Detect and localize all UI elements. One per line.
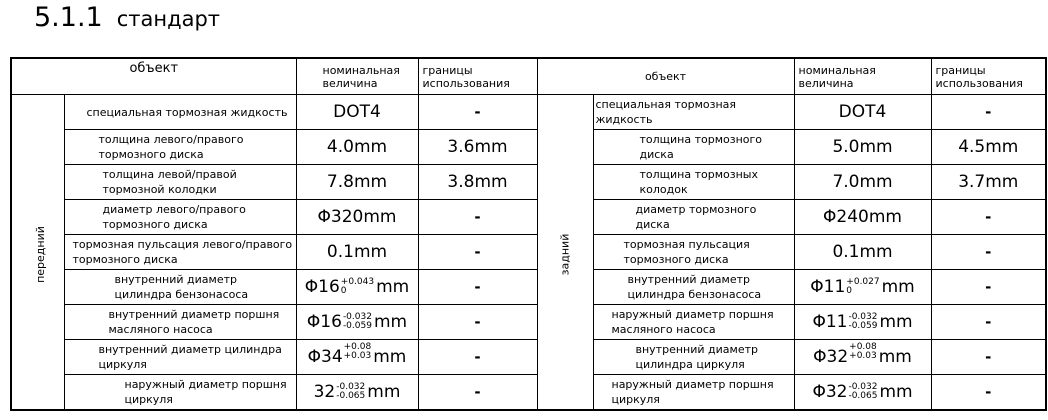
section-number: 5.1.1: [34, 2, 103, 33]
value-base: Φ16: [304, 277, 340, 297]
rear-parameter-name: диаметр тормозного диска: [593, 200, 794, 235]
header-nominal-front: номинальная величина: [296, 58, 418, 95]
rear-limit-value: -: [931, 305, 1046, 340]
tolerance-lower: 0: [846, 286, 853, 296]
rear-limit-value: 4.5mm: [931, 130, 1046, 165]
table-row: [11, 375, 1046, 411]
tolerance-upper: -0.032: [342, 312, 372, 322]
front-nominal-value: 7.8mm: [296, 165, 418, 200]
table-row: [11, 165, 1046, 200]
rear-parameter-name: толщина тормозных колодок: [593, 165, 794, 200]
value-base: Φ34: [307, 347, 343, 367]
table-row: [11, 235, 1046, 270]
rear-parameter-name: толщина тормозного диска: [593, 130, 794, 165]
tolerance-upper: -0.032: [848, 382, 878, 392]
table-row: [11, 95, 1046, 130]
front-parameter-name: тормозная пульсация левого/правого тормозного диска: [64, 235, 296, 270]
table-row: [11, 130, 1046, 165]
rear-parameter-name: наружный диаметр поршня циркуля: [593, 375, 794, 411]
front-side-label: передний: [33, 225, 47, 283]
value-unit: mm: [373, 347, 407, 367]
rear-nominal-value: [794, 270, 931, 305]
value-base: Φ32: [812, 382, 848, 402]
table-row: [11, 305, 1046, 340]
value-base: Φ11: [812, 312, 848, 332]
front-nominal-value: 4.0mm: [296, 130, 418, 165]
rear-parameter-name: внутренний диаметр цилиндра бензонасоса: [593, 270, 794, 305]
rear-limit-value: -: [931, 375, 1046, 411]
section-heading: [34, 2, 220, 38]
tolerance: [341, 278, 374, 296]
front-limit-value: -: [418, 340, 537, 375]
header-limits-rear: границы использования: [931, 58, 1046, 95]
header-object-front: объект: [11, 58, 296, 95]
tolerance-upper: +0.027: [846, 277, 880, 287]
tolerance-lower: +0.03: [343, 351, 372, 361]
front-nominal-value: [296, 375, 418, 411]
value-base: 32: [313, 382, 336, 402]
front-limit-value: -: [418, 305, 537, 340]
front-limit-value: 3.8mm: [418, 165, 537, 200]
rear-limit-value: 3.7mm: [931, 165, 1046, 200]
tolerance: [849, 343, 877, 361]
front-limit-value: 3.6mm: [418, 130, 537, 165]
value-unit: mm: [879, 382, 913, 402]
header-limits-front: границы использования: [418, 58, 537, 95]
tolerance-upper: -0.032: [336, 382, 366, 392]
tolerance-lower: -0.065: [848, 391, 878, 401]
value-unit: mm: [367, 382, 401, 402]
value-unit: mm: [881, 277, 915, 297]
rear-parameter-name: тормозная пульсация тормозного диска: [593, 235, 794, 270]
rear-nominal-value: [794, 340, 931, 375]
front-nominal-value: [296, 305, 418, 340]
tolerance-lower: -0.065: [336, 391, 366, 401]
front-limit-value: -: [418, 375, 537, 411]
front-nominal-value: 0.1mm: [296, 235, 418, 270]
front-parameter-name: внутренний диаметр цилиндра бензонасоса: [64, 270, 296, 305]
rear-nominal-value: 0.1mm: [794, 235, 931, 270]
rear-nominal-value: DOT4: [794, 95, 931, 130]
front-parameter-name: внутренний диаметр поршня масляного насоса: [64, 305, 296, 340]
value-unit: mm: [878, 347, 912, 367]
front-side-label-cell: [11, 95, 64, 411]
front-nominal-value: DOT4: [296, 95, 418, 130]
section-title: стандарт: [116, 7, 221, 31]
rear-limit-value: -: [931, 270, 1046, 305]
table-header-row: [11, 58, 1046, 95]
header-nominal-rear: номинальная величина: [794, 58, 931, 95]
tolerance-upper: +0.043: [340, 277, 375, 287]
front-nominal-value: [296, 270, 418, 305]
front-parameter-name: толщина левой/правой тормозной колодки: [64, 165, 296, 200]
rear-side-label: задний: [558, 233, 572, 275]
rear-parameter-name: специальная тормозная жидкость: [593, 95, 794, 130]
value-base: Φ11: [810, 277, 846, 297]
rear-nominal-value: Φ240mm: [794, 200, 931, 235]
tolerance-upper: +0.08: [343, 342, 372, 352]
table-row: [11, 270, 1046, 305]
tolerance: [848, 313, 877, 331]
value-base: Φ16: [306, 312, 342, 332]
tolerance: [344, 343, 372, 361]
tolerance-lower: +0.03: [849, 351, 877, 361]
rear-limit-value: -: [931, 235, 1046, 270]
front-parameter-name: внутренний диаметр цилиндра циркуля: [64, 340, 296, 375]
front-limit-value: -: [418, 200, 537, 235]
rear-nominal-value: [794, 375, 931, 411]
tolerance: [343, 313, 372, 331]
tolerance-lower: -0.059: [342, 321, 372, 331]
rear-side-label-cell: [537, 95, 593, 411]
tolerance: [846, 278, 879, 296]
front-nominal-value: [296, 340, 418, 375]
table-row: [11, 340, 1046, 375]
value-unit: mm: [376, 277, 410, 297]
tolerance-upper: -0.032: [848, 312, 878, 322]
rear-limit-value: -: [931, 200, 1046, 235]
rear-parameter-name: внутренний диаметр цилиндра циркуля: [593, 340, 794, 375]
rear-nominal-value: 7.0mm: [794, 165, 931, 200]
tolerance-upper: +0.08: [849, 342, 877, 352]
rear-limit-value: -: [931, 340, 1046, 375]
tolerance: [336, 383, 365, 401]
rear-nominal-value: [794, 305, 931, 340]
brake-spec-table: [10, 57, 1047, 411]
rear-parameter-name: наружный диаметр поршня масляного насоса: [593, 305, 794, 340]
header-object-rear: объект: [537, 58, 794, 95]
value-unit: mm: [373, 312, 408, 332]
tolerance-lower: -0.059: [848, 321, 878, 331]
front-parameter-name: наружный диаметр поршня циркуля: [64, 375, 296, 411]
front-nominal-value: Φ320mm: [296, 200, 418, 235]
value-base: Φ32: [813, 347, 849, 367]
front-limit-value: -: [418, 235, 537, 270]
front-limit-value: -: [418, 95, 537, 130]
tolerance: [848, 383, 877, 401]
front-limit-value: -: [418, 270, 537, 305]
rear-nominal-value: 5.0mm: [794, 130, 931, 165]
front-parameter-name: толщина левого/правого тормозного диска: [64, 130, 296, 165]
front-parameter-name: диаметр левого/правого тормозного диска: [64, 200, 296, 235]
rear-limit-value: -: [931, 95, 1046, 130]
tolerance-lower: 0: [340, 286, 347, 296]
value-unit: mm: [879, 312, 913, 332]
front-parameter-name: специальная тормозная жидкость: [64, 95, 296, 130]
table-row: [11, 200, 1046, 235]
